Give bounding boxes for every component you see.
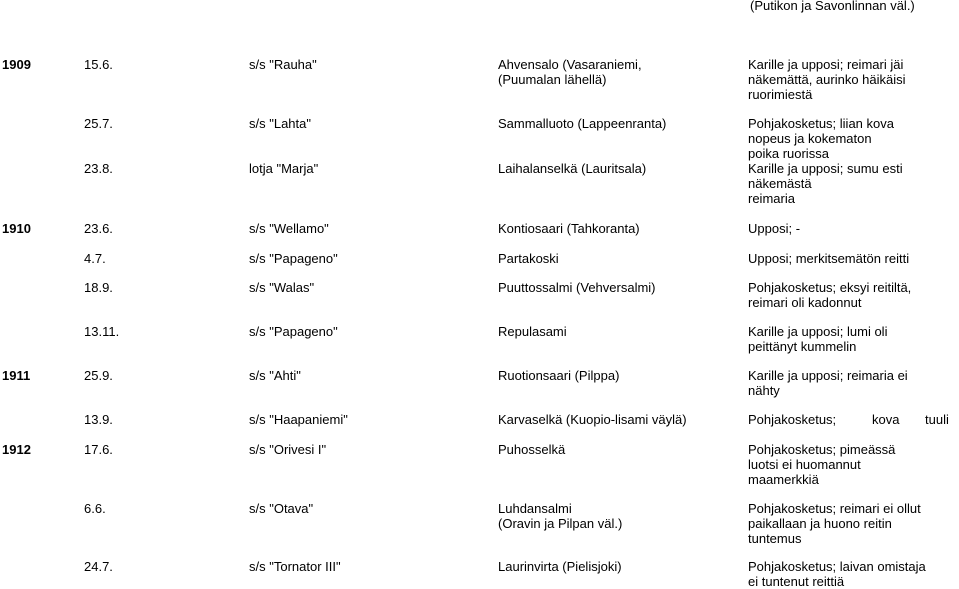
entry-note-line: reimari oli kadonnut	[748, 295, 862, 310]
entry-date: 4.7.	[84, 251, 106, 266]
entry-note-line: näkemättä, aurinko häikäisi	[748, 72, 906, 87]
entry-place-line: Luhdansalmi	[498, 501, 572, 516]
entry-note-line: kova	[872, 412, 900, 427]
entry-note-line: Karille ja upposi; lumi oli	[748, 324, 888, 339]
entry-place-line: Sammalluoto (Lappeenranta)	[498, 116, 667, 131]
entry-ship: s/s "Haapaniemi"	[249, 412, 348, 427]
entry-note-line: Upposi; merkitsemätön reitti	[748, 251, 910, 266]
entry-ship: s/s "Otava"	[249, 501, 314, 516]
entry-place-line: Ahvensalo (Vasaraniemi,	[498, 57, 642, 72]
entry-ship: s/s "Rauha"	[249, 57, 317, 72]
entry-ship: s/s "Lahta"	[249, 116, 311, 131]
entry-note-line: paikallaan ja huono reitin	[748, 516, 892, 531]
entry-note-line: Pohjakosketus; reimari ei ollut	[748, 501, 921, 516]
entry-place-line: Repulasami	[498, 324, 567, 339]
entry-date: 17.6.	[84, 442, 113, 457]
entry-ship: s/s "Papageno"	[249, 251, 338, 266]
entry-note-line: Karille ja upposi; sumu esti	[748, 161, 903, 176]
entry-note-line: Pohjakosketus; eksyi reitiltä,	[748, 280, 912, 295]
header-continuation: (Putikon ja Savonlinnan väl.)	[750, 0, 915, 13]
entry-note-line: tuntemus	[748, 531, 802, 546]
entry-place-line: Laurinvirta (Pielisjoki)	[498, 559, 622, 574]
entry-year: 1912	[2, 442, 31, 457]
entry-note-line: nähty	[748, 383, 780, 398]
entry-note-line: peittänyt kummelin	[748, 339, 857, 354]
entry-place-line: Puhosselkä	[498, 442, 566, 457]
entry-ship: lotja "Marja"	[249, 161, 319, 176]
entry-ship: s/s "Ahti"	[249, 368, 301, 383]
entry-date: 15.6.	[84, 57, 113, 72]
entry-place-line: Laihalanselkä (Lauritsala)	[498, 161, 647, 176]
entry-date: 6.6.	[84, 501, 106, 516]
entry-note-line: Pohjakosketus; pimeässä	[748, 442, 896, 457]
entry-ship: s/s "Tornator III"	[249, 559, 341, 574]
entry-note-line: ruorimiestä	[748, 87, 813, 102]
entry-note-line: Pohjakosketus; laivan omistaja	[748, 559, 926, 574]
entry-note-line: luotsi ei huomannut	[748, 457, 861, 472]
entry-place-line: Karvaselkä (Kuopio-lisami väylä)	[498, 412, 687, 427]
entry-note-line: reimaria	[748, 191, 795, 206]
entry-year: 1910	[2, 221, 31, 236]
entry-note-line: Karille ja upposi; reimari jäi	[748, 57, 904, 72]
entry-date: 24.7.	[84, 559, 113, 574]
entry-note-line: poika ruorissa	[748, 146, 829, 161]
entry-note-line: nopeus ja kokematon	[748, 131, 872, 146]
entry-note-line: näkemästä	[748, 176, 812, 191]
entry-ship: s/s "Papageno"	[249, 324, 338, 339]
entry-year: 1911	[2, 368, 31, 383]
entry-date: 23.6.	[84, 221, 113, 236]
entry-place-line: Puuttossalmi (Vehversalmi)	[498, 280, 656, 295]
entry-note-line: tuuli	[925, 412, 949, 427]
entry-date: 25.9.	[84, 368, 113, 383]
entry-date: 25.7.	[84, 116, 113, 131]
entry-place-line: (Puumalan lähellä)	[498, 72, 607, 87]
entry-date: 13.9.	[84, 412, 113, 427]
entry-place-line: Partakoski	[498, 251, 559, 266]
entry-note-line: Pohjakosketus; liian kova	[748, 116, 894, 131]
entry-place-line: Ruotionsaari (Pilppa)	[498, 368, 620, 383]
entry-note-line: ei tuntenut reittiä	[748, 574, 845, 589]
entry-ship: s/s "Walas"	[249, 280, 315, 295]
entry-note-line: Pohjakosketus;	[748, 412, 837, 427]
entry-year: 1909	[2, 57, 31, 72]
entry-date: 23.8.	[84, 161, 113, 176]
entry-place-line: (Oravin ja Pilpan väl.)	[498, 516, 623, 531]
entry-date: 18.9.	[84, 280, 113, 295]
entry-date: 13.11.	[84, 324, 120, 339]
entry-ship: s/s "Orivesi I"	[249, 442, 327, 457]
entry-ship: s/s "Wellamo"	[249, 221, 329, 236]
entry-note-line: Karille ja upposi; reimaria ei	[748, 368, 908, 383]
entry-note-line: Upposi; -	[748, 221, 801, 236]
entry-note-line: maamerkkiä	[748, 472, 819, 487]
entry-place-line: Kontiosaari (Tahkoranta)	[498, 221, 640, 236]
